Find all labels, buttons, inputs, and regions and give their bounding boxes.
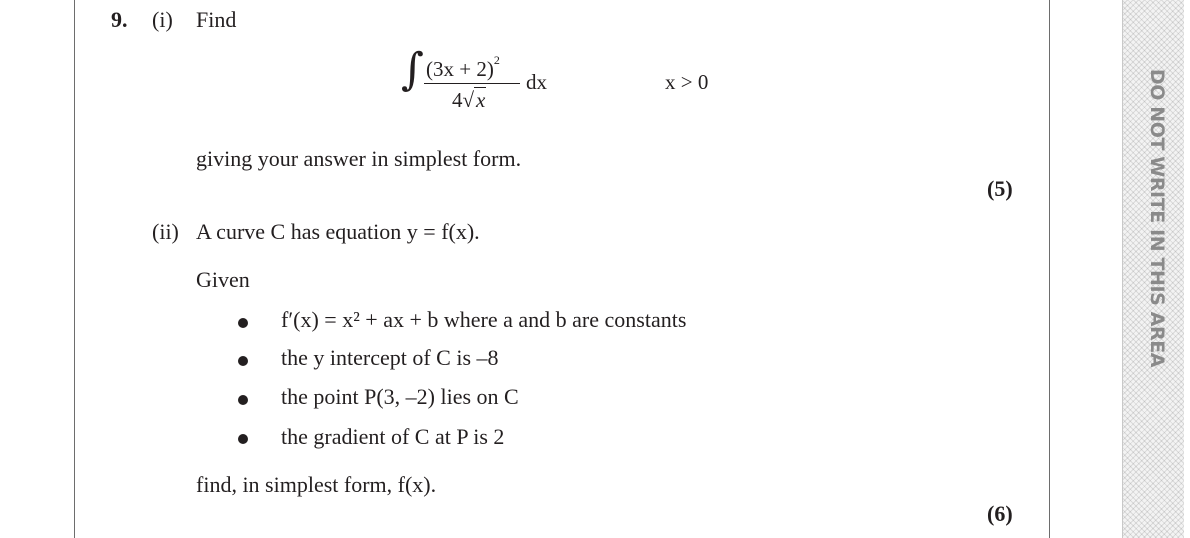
part-ii-statement: A curve C has equation y = f(x). [196,219,480,244]
bullet-icon [238,395,248,405]
part-ii-label: (ii) [152,219,179,244]
part-i-label: (i) [152,7,173,32]
part-ii-marks: (6) [987,501,1013,526]
integral-sign: ∫ [401,44,424,95]
integral-differential: dx [526,70,547,94]
denominator-coeff: 4 [452,88,463,112]
numerator-base: (3x + 2) [426,57,494,81]
condition-point: the point P(3, –2) lies on C [281,384,519,409]
integral-numerator [426,53,500,81]
page-border-right [1049,0,1050,538]
margin-edge-line [1122,0,1123,538]
numerator-power: 2 [493,53,500,67]
bullet-icon [238,318,248,328]
part-i-follow-up: giving your answer in simplest form. [196,146,522,171]
integral-condition: x > 0 [665,70,709,94]
denominator-radicand: x [476,88,486,112]
fraction-bar [424,83,520,84]
part-ii-task: find, in simplest form, f(x). [196,472,437,497]
part-i-marks: (5) [987,176,1013,201]
margin-warning-text: DO NOT WRITE IN THIS AREA [1146,68,1168,368]
integral-denominator [452,90,486,111]
condition-y-intercept: the y intercept of C is –8 [281,345,499,370]
page-border-left [74,0,75,538]
part-i-instruction: Find [196,7,237,32]
part-ii-given: Given [196,267,250,292]
condition-gradient: the gradient of C at P is 2 [281,424,505,449]
bullet-icon [238,356,248,366]
question-number: 9. [111,7,128,32]
square-root: √x [462,88,486,112]
condition-derivative: f′(x) = x² + ax + b where a and b are constants [281,307,687,332]
bullet-icon [238,434,248,444]
